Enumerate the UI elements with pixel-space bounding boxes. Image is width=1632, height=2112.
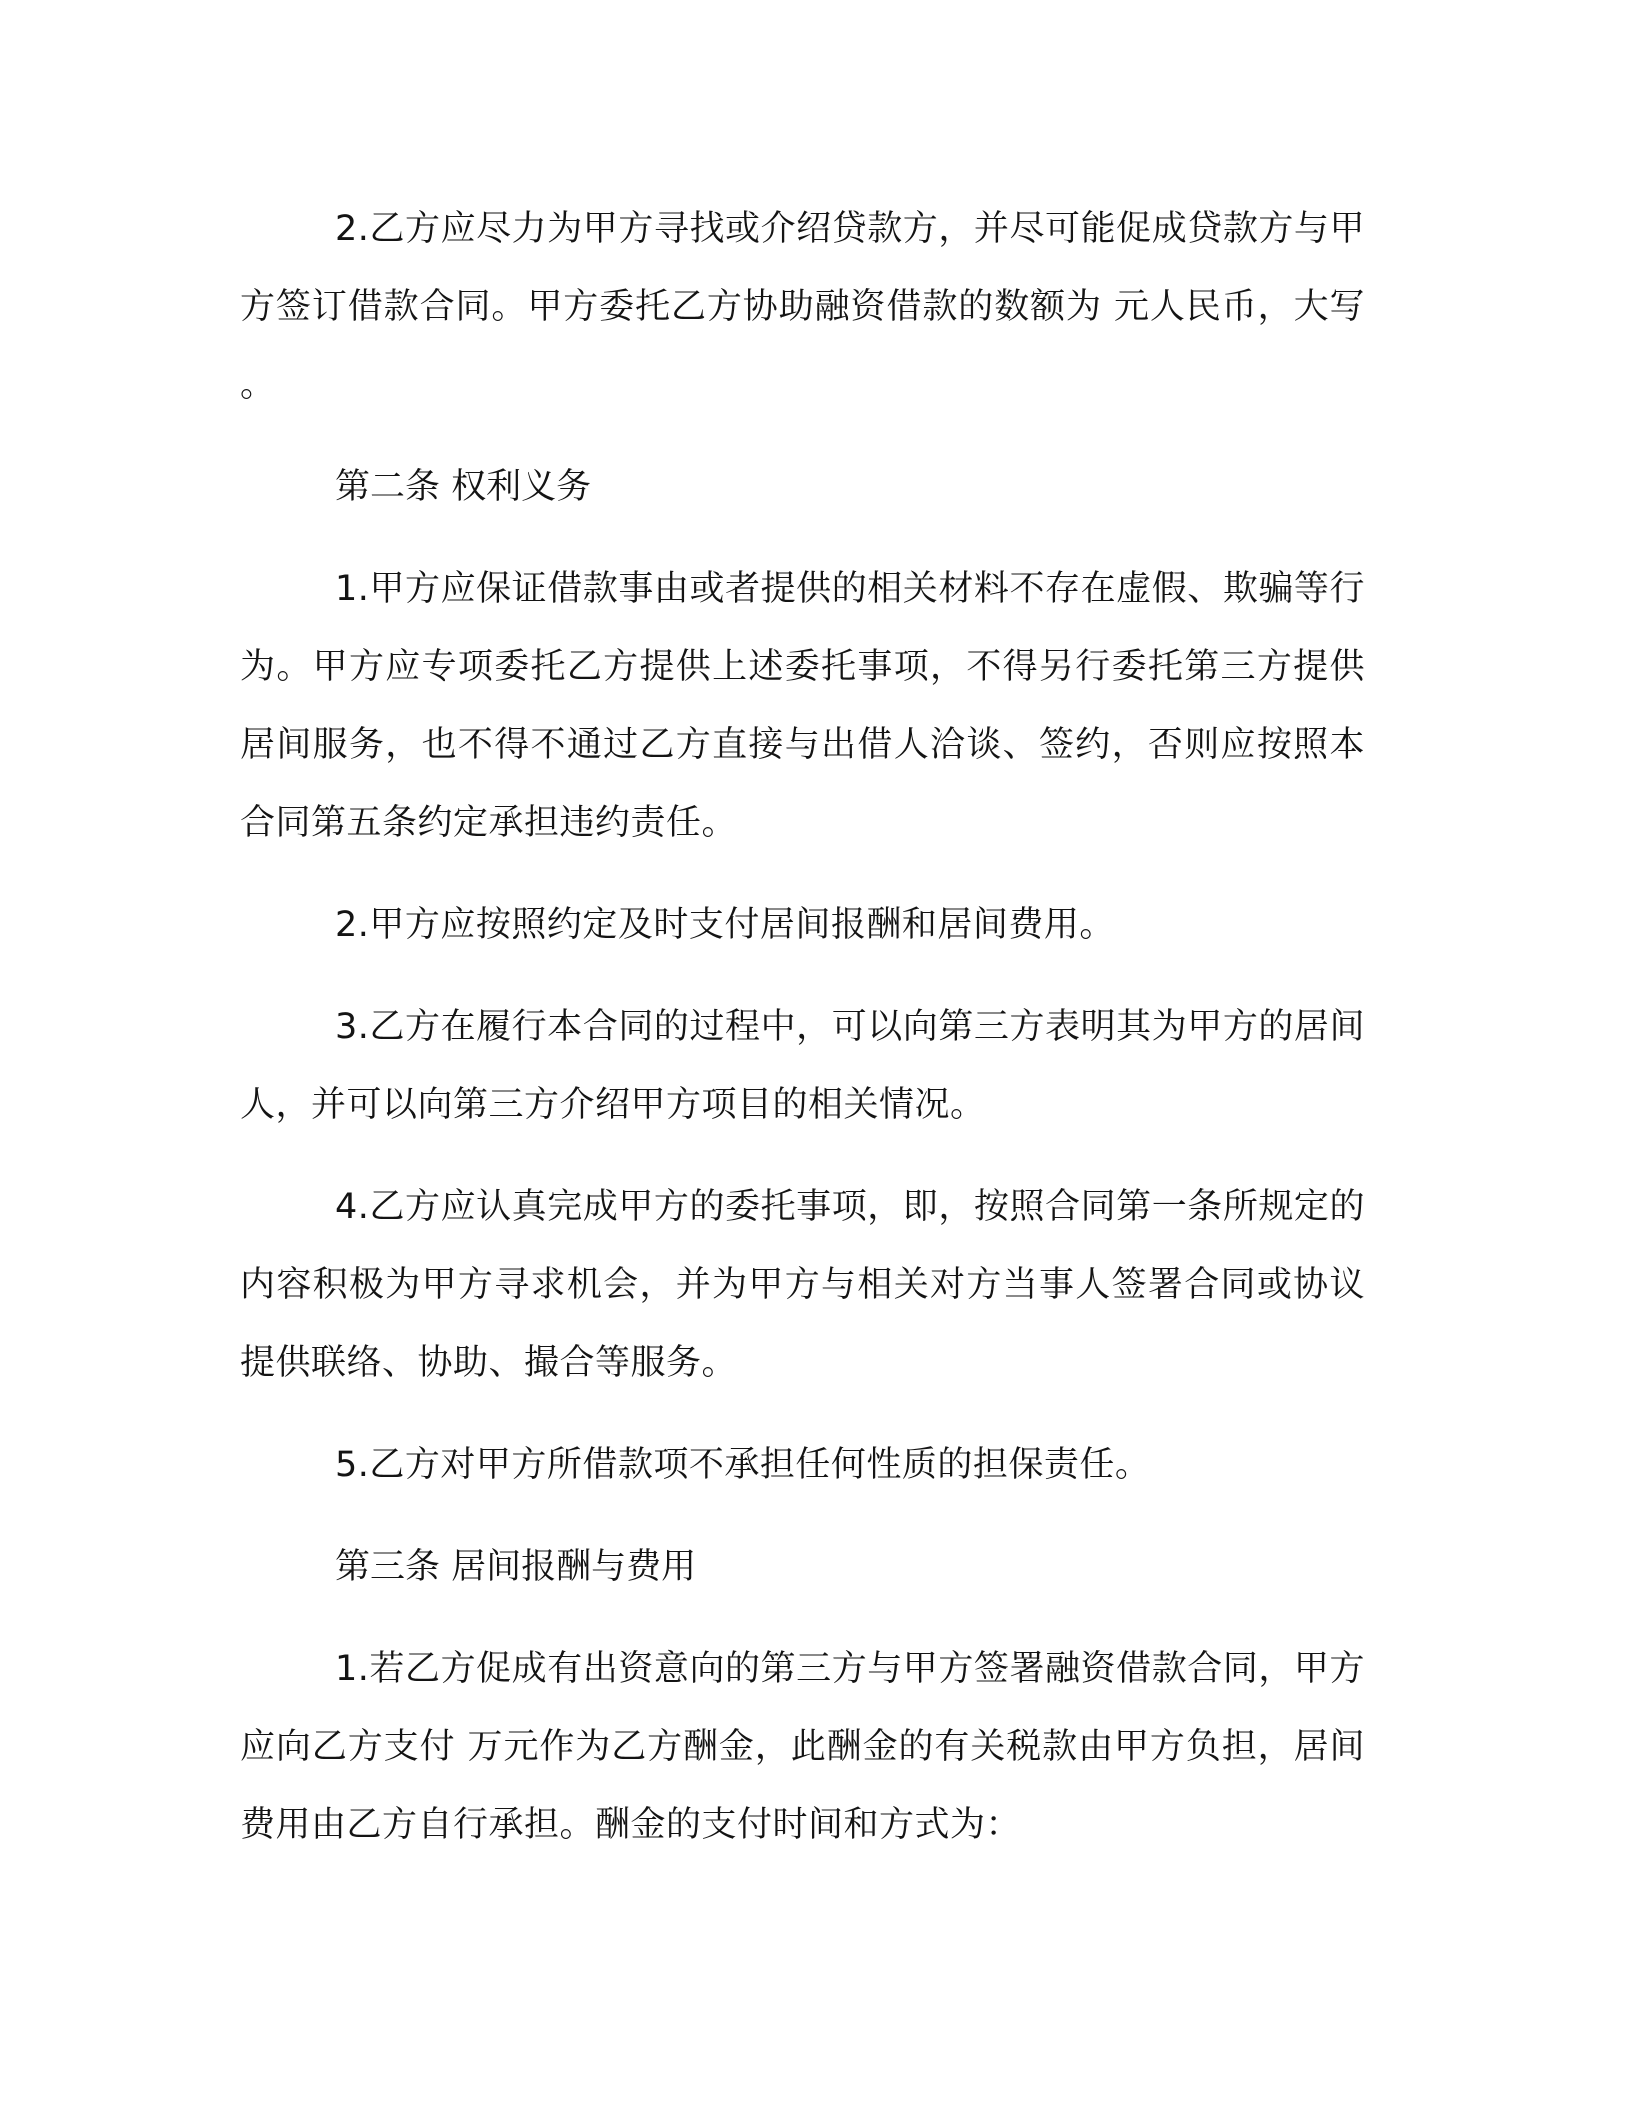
article-2-item-4: 4.乙方应认真完成甲方的委托事项，即，按照合同第一条所规定的内容积极为甲方寻求机会，并为甲方与相关对方当事人签署合同或协议提供联络、协助、撮合等服务。 <box>240 1187 1365 1383</box>
article-3-heading: 第三条 居间报酬与费用 <box>335 1547 697 1587</box>
article-2-heading: 第二条 权利义务 <box>335 467 592 507</box>
clause-1-item-2: 2.乙方应尽力为甲方寻找或介绍贷款方，并尽可能促成贷款方与甲方签订借款合同。甲方委托乙方协助融资借款的数额为 元人民币，大写 。 <box>240 209 1365 405</box>
article-2-item-5: 5.乙方对甲方所借款项不承担任何性质的担保责任。 <box>335 1445 1151 1485</box>
article-2-item-1: 1.甲方应保证借款事由或者提供的相关材料不存在虚假、欺骗等行为。甲方应专项委托乙方提供上述委托事项，不得另行委托第三方提供居间服务，也不得不通过乙方直接与出借人洽谈、签约，否则应按照本合同第五条约定承担违约责任。 <box>240 569 1365 843</box>
article-2-item-2: 2.甲方应按照约定及时支付居间报酬和居间费用。 <box>335 905 1115 945</box>
article-2-item-3: 3.乙方在履行本合同的过程中，可以向第三方表明其为甲方的居间人，并可以向第三方介绍甲方项目的相关情况。 <box>240 1007 1365 1125</box>
article-3-item-1: 1.若乙方促成有出资意向的第三方与甲方签署融资借款合同，甲方应向乙方支付 万元作为乙方酬金，此酬金的有关税款由甲方负担，居间费用由乙方自行承担。酬金的支付时间和方式为： <box>240 1649 1365 1845</box>
document-body <box>240 190 1365 1888</box>
